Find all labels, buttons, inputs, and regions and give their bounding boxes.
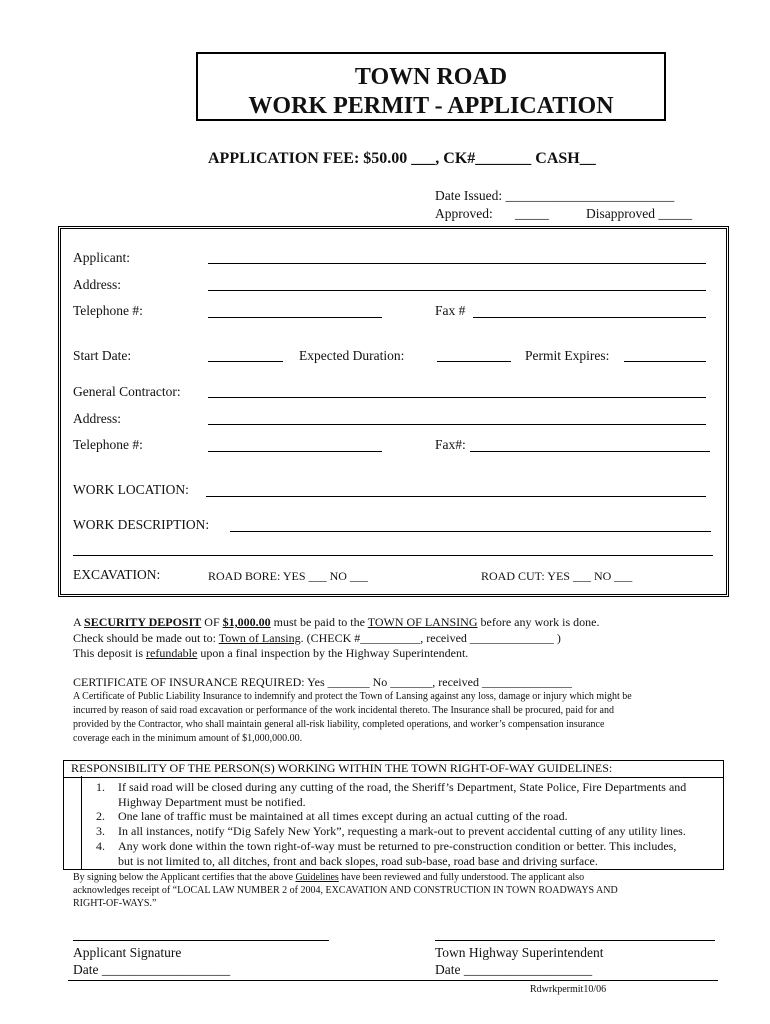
superintendent-signature-line[interactable]: [435, 940, 715, 941]
excavation-label: EXCAVATION:: [73, 567, 161, 582]
guideline-1-line-1: If said road will be closed during any cutting of the road, the Sheriff’s Department, State Police, Fire Departments and: [118, 780, 687, 794]
gc-telephone-field[interactable]: [208, 451, 382, 452]
gc-telephone-label: Telephone #:: [73, 437, 143, 452]
general-contractor-field[interactable]: [208, 397, 706, 398]
certify-pre: By signing below the Applicant certifies that the above: [73, 872, 296, 883]
insurance-line-1: A Certificate of Public Liability Insurance to indemnify and protect the Town of Lansing against any loss, damage or injury which might be: [73, 691, 632, 702]
road-cut: ROAD CUT: YES ___ NO ___: [481, 569, 633, 583]
form-code: Rdwrkpermit10/06: [530, 984, 607, 995]
deposit-of: OF: [201, 615, 223, 629]
deposit-town: TOWN OF LANSING: [367, 615, 478, 629]
approved-blank: _____: [515, 206, 549, 221]
guideline-3-line-1: In all instances, notify “Dig Safely New York”, requesting a mark-out to prevent accidental cutting of any utility lines.: [118, 824, 686, 838]
gc-fax-label: Fax#:: [435, 437, 466, 452]
expected-duration-label: Expected Duration:: [299, 348, 405, 363]
deposit-end: before any work is done.: [477, 615, 600, 629]
insurance-line-4: coverage each in the minimum amount of $1,000,000.00.: [73, 733, 303, 744]
deposit-mid: must be paid to the: [270, 615, 368, 629]
gc-fax-field[interactable]: [470, 451, 710, 452]
telephone-field[interactable]: [208, 317, 382, 318]
certify-line-2: acknowledges receipt of “LOCAL LAW NUMBER 2 of 2004, EXCAVATION AND CONSTRUCTION IN TOWN ROADWAYS AND: [73, 885, 618, 896]
general-contractor-label: General Contractor:: [73, 384, 181, 399]
guideline-4-line-2: but is not limited to, all ditches, front and back slopes, road sub-base, road base and driving surface.: [118, 854, 598, 868]
deposit-amount: $1,000.00: [222, 615, 271, 629]
gc-address-label: Address:: [73, 411, 121, 426]
application-form-box: [58, 226, 729, 597]
check-pre: Check should be made out to:: [73, 631, 219, 645]
permit-expires-label: Permit Expires:: [525, 348, 610, 363]
work-description-field-2[interactable]: [73, 555, 713, 556]
guidelines-link: Guidelines: [295, 872, 339, 883]
applicant-field[interactable]: [208, 263, 706, 264]
footer-rule: [68, 980, 718, 981]
address-label: Address:: [73, 277, 121, 292]
deposit-line-2: [73, 631, 561, 646]
security-deposit-term: SECURITY DEPOSIT: [84, 615, 202, 629]
start-date-field[interactable]: [208, 361, 283, 362]
work-description-field[interactable]: [230, 531, 711, 532]
guideline-4-line-1: Any work done within the town right-of-way must be returned to pre-construction condition or better. This includes,: [118, 839, 677, 853]
refund-pre: This deposit is: [73, 646, 147, 660]
applicant-signature-line[interactable]: [73, 940, 329, 941]
insurance-heading: CERTIFICATE OF INSURANCE REQUIRED: Yes _______ No _______, received _______________: [73, 675, 572, 689]
telephone-label: Telephone #:: [73, 303, 143, 318]
guideline-2-num: 2.: [96, 809, 105, 823]
fax-label: Fax #: [435, 303, 466, 318]
certify-post: have been reviewed and fully understood. The applicant also: [338, 872, 585, 883]
refundable-term: refundable: [146, 646, 198, 660]
work-description-label: WORK DESCRIPTION:: [73, 517, 210, 532]
title-line-1: TOWN ROAD: [354, 64, 508, 90]
title-box: [196, 52, 666, 121]
fax-field[interactable]: [473, 317, 706, 318]
check-post: . (CHECK #__________, received ______________ ): [300, 631, 561, 645]
guideline-1-num: 1.: [96, 780, 105, 794]
applicant-label: Applicant:: [73, 250, 130, 265]
gc-address-field[interactable]: [208, 424, 706, 425]
certify-line-1: [73, 872, 584, 883]
superintendent-signature-label: Town Highway Superintendent: [435, 945, 604, 960]
address-field[interactable]: [208, 290, 706, 291]
deposit-a: A: [73, 615, 85, 629]
guidelines-heading: RESPONSIBILITY OF THE PERSON(S) WORKING WITHIN THE TOWN RIGHT-OF-WAY GUIDELINES:: [71, 761, 613, 775]
expected-duration-field[interactable]: [437, 361, 511, 362]
guideline-2-line-1: One lane of traffic must be maintained at all times except during an actual cutting of the road.: [118, 809, 568, 823]
date-issued: Date Issued: _________________________: [435, 188, 675, 203]
road-bore: ROAD BORE: YES ___ NO ___: [208, 569, 368, 583]
guideline-1-line-2: Highway Department must be notified.: [118, 795, 306, 809]
guideline-4-num: 4.: [96, 839, 105, 853]
refund-post: upon a final inspection by the Highway Superintendent.: [197, 646, 469, 660]
insurance-line-3: provided by the Contractor, who shall maintain general all-risk liability, completed operations, and worker’s compensation insurance: [73, 719, 605, 730]
permit-expires-field[interactable]: [624, 361, 706, 362]
disapproved-label: Disapproved _____: [586, 206, 693, 221]
check-town: Town of Lansing: [218, 631, 301, 645]
application-fee: APPLICATION FEE: $50.00 ___, CK#_______ CASH__: [208, 150, 596, 167]
approved-label: Approved:: [435, 206, 493, 221]
work-location-label: WORK LOCATION:: [73, 482, 189, 497]
guideline-3-num: 3.: [96, 824, 105, 838]
work-location-field[interactable]: [206, 496, 706, 497]
deposit-line-1: [73, 615, 599, 630]
applicant-signature-label: Applicant Signature: [73, 945, 182, 960]
title-line-2: WORK PERMIT - APPLICATION: [248, 93, 614, 119]
certify-line-3: RIGHT-OF-WAYS.”: [73, 898, 157, 909]
applicant-date: Date ___________________: [73, 962, 231, 977]
start-date-label: Start Date:: [73, 348, 132, 363]
insurance-line-2: incurred by reason of said road excavation or performance of the work incidental thereto. The Insurance shall be procured, paid for and: [73, 705, 614, 716]
deposit-line-3: [73, 646, 468, 661]
superintendent-date: Date ___________________: [435, 962, 593, 977]
